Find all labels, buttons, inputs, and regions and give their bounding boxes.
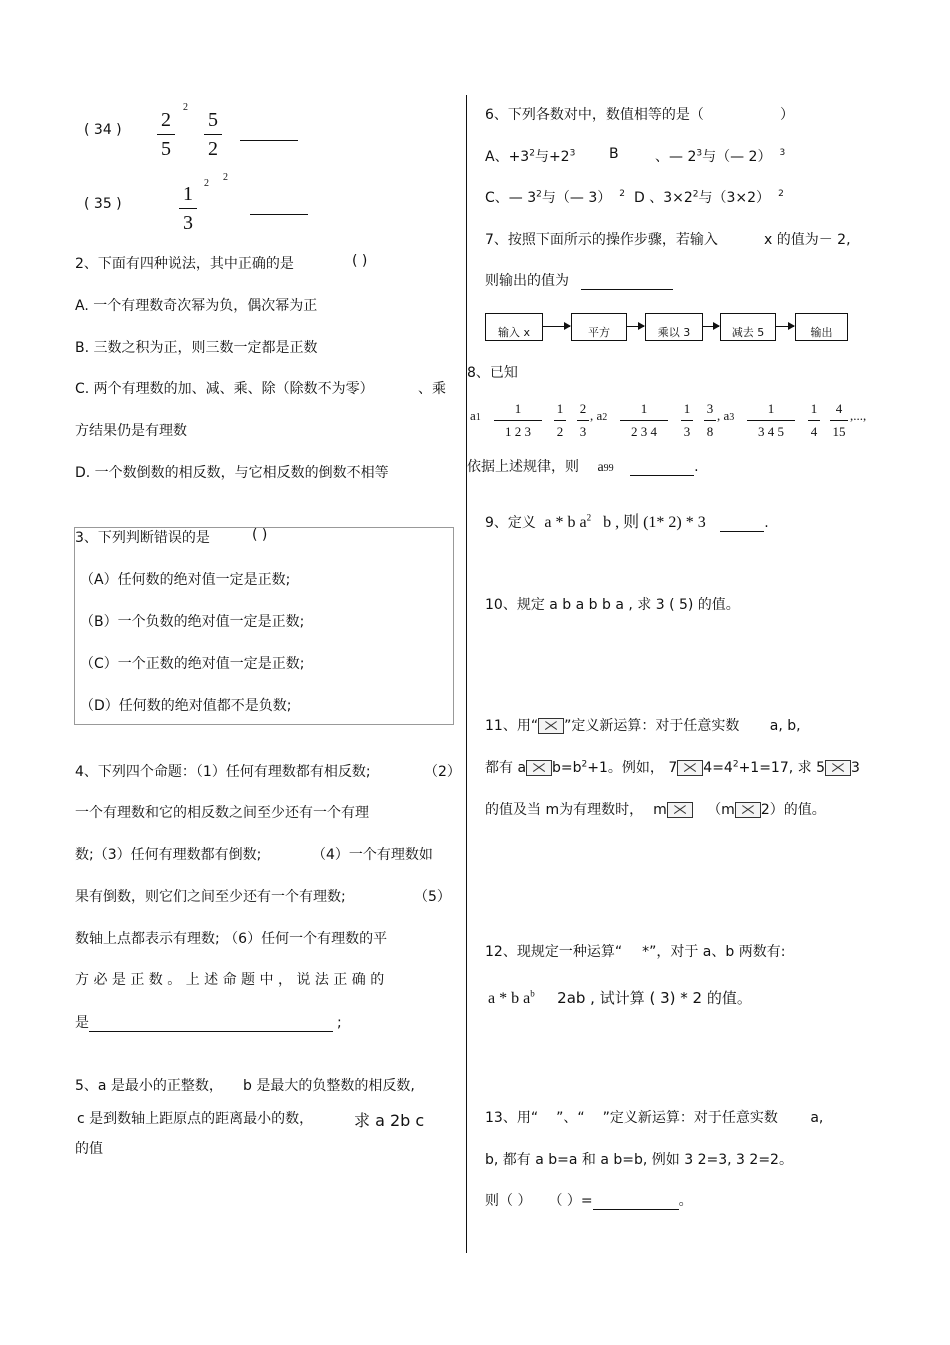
- custom-operator-icon: [538, 718, 564, 734]
- q35-label: ( 35 ): [84, 196, 122, 212]
- q8-label: 8、已知: [467, 365, 518, 381]
- q8-term2-frac2: 1 3: [681, 400, 693, 441]
- q4-line-2: 一个有理数和它的相反数之间至少还有一个有理: [75, 805, 369, 821]
- q8-term2-frac3: 3 8: [704, 400, 716, 441]
- q8-ellipsis: ,...,: [850, 408, 867, 423]
- column-divider: [466, 95, 467, 1253]
- q34-label: ( 34 ): [84, 122, 122, 138]
- q4-line-4-end: （5）: [414, 889, 451, 905]
- q3-stem: 3、下列判断错误的是: [75, 530, 210, 546]
- q9-answer-blank[interactable]: [720, 517, 764, 532]
- custom-operator-icon: [677, 760, 703, 776]
- q8-term3-frac1: 1 3 4 5: [747, 400, 795, 441]
- q5-line-3: 的值: [75, 1141, 103, 1157]
- q4-line-7: 是 ;: [75, 1015, 342, 1031]
- q4-line-1-end: （2）: [424, 764, 461, 780]
- q8-term1-frac2: 1 2: [554, 400, 566, 441]
- q2-option-d: D. 一个数倒数的相反数，与它相反数的倒数不相等: [75, 465, 389, 481]
- q2-option-c-line2: 方结果仍是有理数: [75, 423, 187, 439]
- q8-term3-frac3: 4 15: [830, 400, 848, 441]
- q5-line-2: c 是到数轴上距原点的距离最小的数，: [77, 1111, 314, 1127]
- flow-arrow-4: [775, 326, 794, 327]
- q34-fraction-2: 5 2: [204, 108, 222, 161]
- q7-answer-blank[interactable]: [581, 275, 673, 290]
- q3-option-b: （B）一个负数的绝对值一定是正数;: [80, 614, 305, 630]
- q35-answer-blank[interactable]: [250, 200, 308, 215]
- q11-line-1: 11、用“ ”定义新运算：对于任意实数 a, b,: [485, 718, 801, 734]
- q34-answer-blank[interactable]: [240, 126, 298, 141]
- q3-option-a: （A）任何数的绝对值一定是正数;: [80, 572, 291, 588]
- q13-line-1: 13、用“ ”、“ ”定义新运算：对于任意实数 a,: [485, 1110, 824, 1126]
- q7-line-1: 7、按照下面所示的操作步骤，若输入: [485, 232, 718, 248]
- q6-close-paren: ）: [780, 107, 794, 123]
- q3-option-c: （C）一个正数的绝对值一定是正数;: [80, 656, 305, 672]
- q4-line-5: 数轴上点都表示有理数; （6）任何一个有理数的平: [75, 931, 388, 947]
- flow-box-input: 输入 x: [485, 313, 543, 341]
- custom-operator-icon: [526, 760, 552, 776]
- flow-box-multiply-3: 乘以 3: [645, 313, 703, 341]
- q4-line-4: 果有倒数，则它们之间至少还有一个有理数;: [75, 889, 346, 905]
- q6-option-c: C、— $3^2$与（— 3） $^2$: [485, 189, 625, 206]
- q8-term2-frac1: 1 2 3 4: [620, 400, 668, 441]
- flow-arrow-1: [542, 326, 570, 327]
- q6-stem: 6、下列各数对中，数值相等的是（: [485, 107, 704, 123]
- q8-a1: a1: [470, 408, 481, 423]
- q3-paren: ( ): [252, 527, 268, 543]
- q34-exponent: 2: [183, 102, 188, 113]
- q7-line-2: 则输出的值为: [485, 270, 673, 290]
- q11-line-2: 都有 a $b=b^2+1$。例如， 7 $4=4^2+1=17$, 求 5 3: [485, 759, 860, 776]
- q8-term1-frac1: 1 1 2 3: [494, 400, 542, 441]
- q9-line: 9、定义 a * b $a^2$ b , 则 (1* 2) * 3 .: [485, 512, 769, 531]
- q35-fraction: 1 3: [179, 182, 197, 235]
- flow-box-subtract-5: 减去 5: [720, 313, 776, 341]
- q2-paren: ( ): [352, 253, 368, 269]
- q8-rule: 依据上述规律，则 a99 .: [467, 459, 699, 475]
- flow-box-square: 平方: [571, 313, 627, 341]
- q2-option-c-cont: 、乘: [418, 381, 446, 397]
- q12-line-1: 12、现规定一种运算“ *”，对于 a、b 两数有:: [485, 944, 786, 960]
- q10-line: 10、规定 a b a b b a , 求 3 ( 5) 的值。: [485, 597, 740, 613]
- flow-arrow-2: [626, 326, 644, 327]
- custom-operator-icon: [735, 802, 761, 818]
- q4-answer-blank[interactable]: [89, 1015, 333, 1032]
- flow-box-output: 输出: [795, 313, 848, 341]
- q6-option-a: A、$+3^2$与$+2^3$: [485, 148, 576, 165]
- q35-exponent-2: 2: [223, 172, 228, 183]
- custom-operator-icon: [667, 802, 693, 818]
- q2-stem: 2、下面有四种说法，其中正确的是: [75, 256, 294, 272]
- q4-line-3: 数;（3）任何有理数都有倒数;: [75, 847, 262, 863]
- q6-option-d: D 、$3\times 2^2$与（3×2） $^2$: [634, 189, 784, 206]
- q13-line-2: b, 都有 a b=a 和 a b=b, 例如 3 2=3, 3 2=2。: [485, 1152, 793, 1168]
- q6-option-b-label: B: [609, 146, 619, 162]
- q2-option-b: B. 三数之积为正，则三数一定都是正数: [75, 340, 318, 356]
- q6-option-b: 、— $2^3$与（— 2） $^3$: [655, 148, 786, 165]
- q4-line-6: 方 必 是 正 数 。 上 述 命 题 中 ， 说 法 正 确 的: [75, 972, 385, 988]
- q2-option-c: C. 两个有理数的加、减、乘、除（除数不为零）: [75, 381, 374, 397]
- q8-term3-frac2: 1 4: [808, 400, 820, 441]
- custom-operator-icon: [825, 760, 851, 776]
- q13-line-3: 则（ ） （ ）= 。: [485, 1193, 693, 1209]
- q4-line-1: 4、下列四个命题：（1）任何有理数都有相反数;: [75, 764, 371, 780]
- q4-line-3-end: （4）一个有理数如: [312, 847, 433, 863]
- flow-arrow-3: [702, 326, 719, 327]
- q8-a2: , a2: [590, 408, 608, 423]
- q13-answer-blank[interactable]: [593, 1195, 679, 1210]
- q11-line-3: 的值及当 m为有理数时， m （m 2）的值。: [485, 802, 826, 818]
- q3-option-d: （D）任何数的绝对值都不是负数;: [80, 698, 292, 714]
- q8-term1-frac3: 2 3: [577, 400, 589, 441]
- q35-exponent-1: 2: [204, 178, 209, 189]
- q12-line-2: a * b $a^b$ 2ab , 试计算 ( 3) * 2 的值。: [488, 988, 752, 1007]
- q8-a3: , a3: [717, 408, 735, 423]
- q5-line-1: 5、a 是最小的正整数，: [75, 1078, 223, 1094]
- q7-line-1-end: x 的值为－ 2,: [764, 232, 851, 248]
- q5-line-1-end: b 是最大的负整数的相反数,: [243, 1078, 415, 1094]
- q8-answer-blank[interactable]: [630, 461, 694, 476]
- q2-option-a: A. 一个有理数奇次幂为负，偶次幂为正: [75, 298, 318, 314]
- q5-expression: 求 a 2b c: [354, 1111, 425, 1130]
- q34-fraction-1: 2 5: [157, 108, 175, 161]
